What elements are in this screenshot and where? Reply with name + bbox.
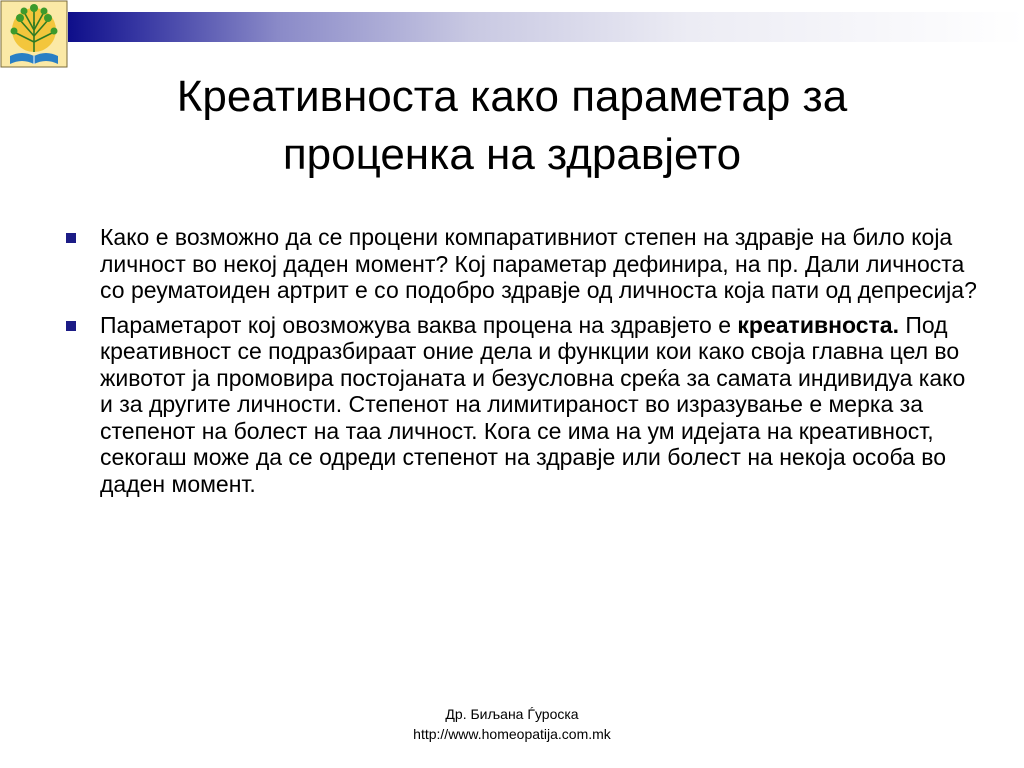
slide-title-line-1: Креативноста како параметар за: [176, 72, 848, 121]
header-gradient-band: [68, 12, 1024, 42]
bullet-item-1: [60, 224, 980, 304]
slide-footer: [312, 704, 712, 744]
bullet-text-2-bold: креативноста.: [737, 311, 899, 338]
tree-book-logo-icon: [0, 0, 68, 68]
slide-title-line-2: проценка на здравјето: [282, 130, 742, 179]
bullet-text-1: Како е возможно да се процени компаративниот степен на здравје на било која личност во некој даден момент? Кој параметар дефинира, на пр. Дали личноста со реуматоиден артрит е со подобро здравје од личноста која пати од депресија?: [100, 224, 977, 303]
bullet-text-2: [100, 312, 965, 497]
square-bullet-icon: [66, 321, 76, 331]
square-bullet-icon: [66, 233, 76, 243]
bullet-item-2: [60, 312, 980, 498]
footer-author: Др. Биљана Ѓуроска: [445, 706, 579, 722]
bullet-list: [60, 224, 980, 505]
bullet-text-2-after: Под креативност се подразбираат оние дела и функции кои како своја главна цел во животот ја промовира постојаната и безусловна среќа за самата индивидуа како и за другите личности. Степенот на лимитираност во изразување е мерка за степенот на болест на таа личност. Кога се има на ум идејата на креативност, секогаш може да се одреди степенот на здравје или болест на некоја особа во даден момент.: [100, 311, 966, 497]
footer-url[interactable]: http://www.homeopatija.com.mk: [413, 726, 611, 742]
slide-title: [40, 68, 984, 184]
bullet-text-2-before: Параметарот кој овозможува ваква процена на здравјето е: [100, 311, 738, 338]
